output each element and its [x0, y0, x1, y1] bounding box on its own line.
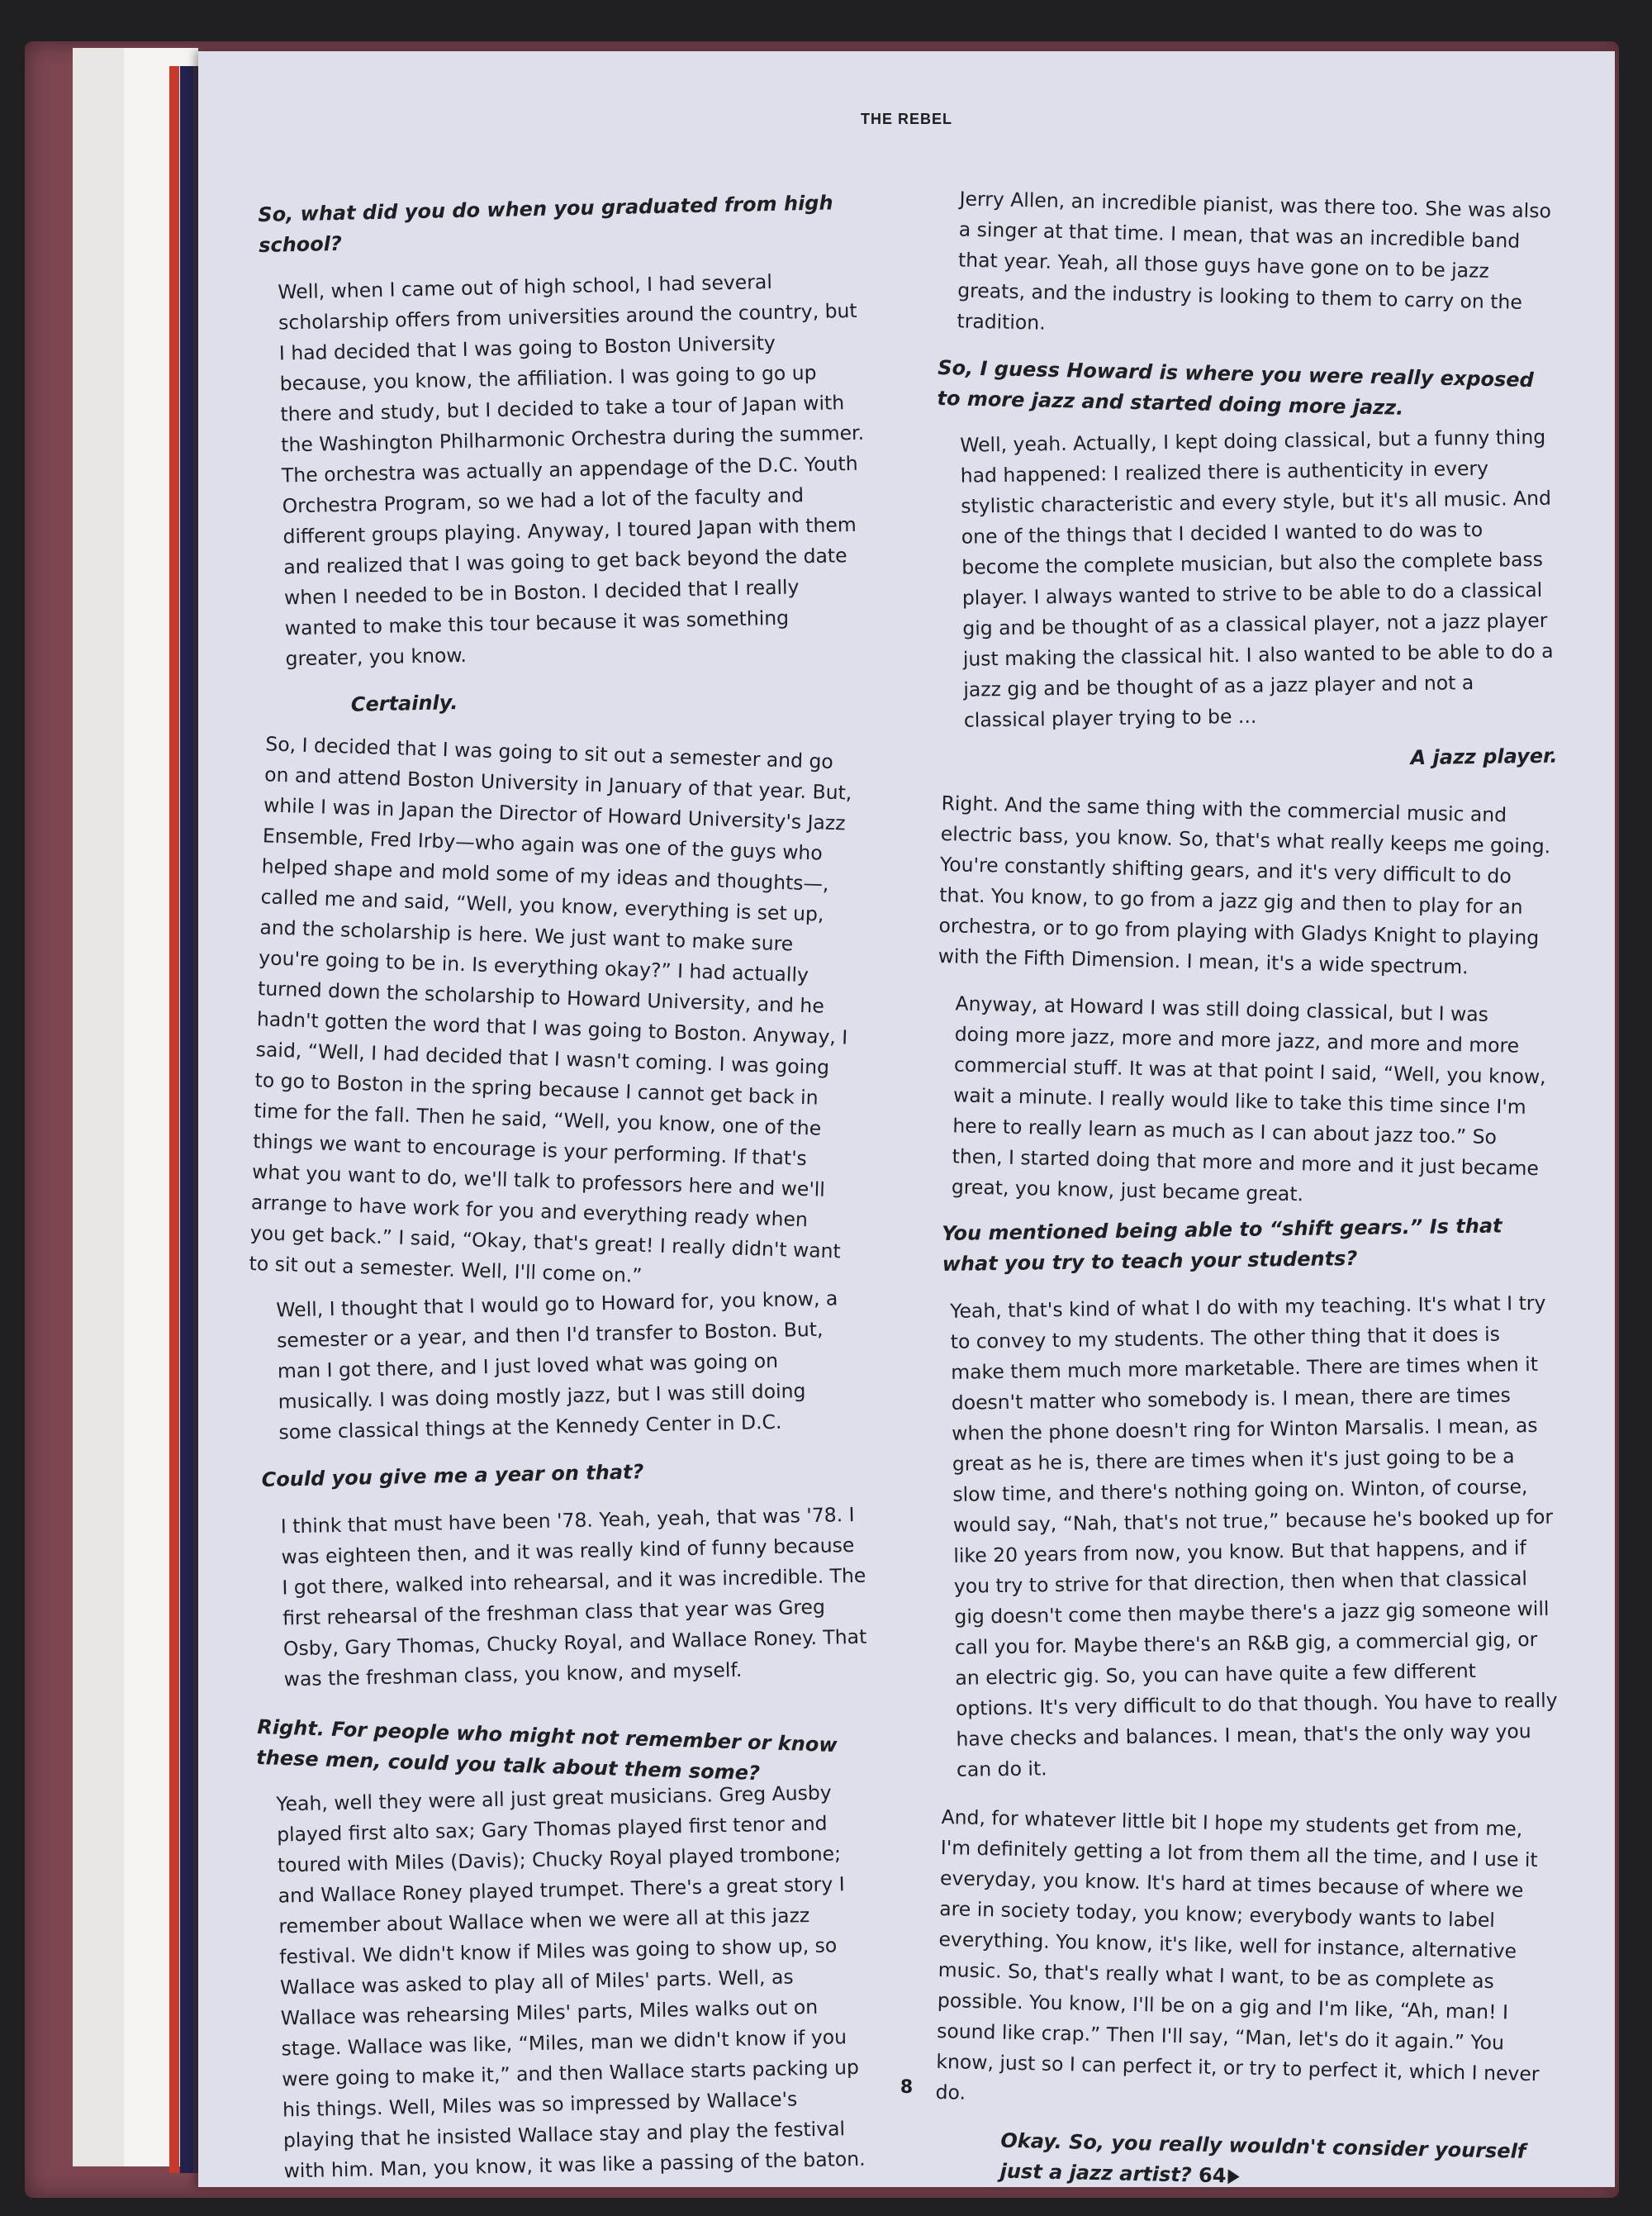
answer: And, for whatever little bit I hope my students get from me, I'm definitely getting a lot from them all the time, and I use it everyday, you know. It's hard at times because of where we are in society today, you know; everybody wants to label everything. You know, it's like, well for instance, alternative music. So, that's really what I want, to be as complete as possible. You know, I'll be on a gig and I'm like, “Ah, man! I sound like crap.” Then I'll say, “Man, let's do it again.” You know, just so I can perfect it, or try to perfect it, which I never do. — [935, 1805, 1540, 2104]
answer: Anyway, at Howard I was still doing classical, but I was doing more jazz, more and more jazz, and more and more commercial stuff. It was at that point I said, “Well, you know, wait a minute. I really would like to take this time since I'm here to really learn as much as I can about jazz too.” So then, I started doing that more and more and it just became great, you know, just became great. — [951, 991, 1546, 1206]
question: A jazz player. — [1410, 744, 1558, 770]
question: Right. For people who might not remember or know these men, could you talk about them some? — [255, 1714, 838, 1786]
answer: Well, yeah. Actually, I kept doing classical, but a funny thing had happened: I realized there is authenticity in every stylistic characteristic and every style, but it's all music. And one of the things that I decided I wanted to do was to become the complete musician, but also the complete bass player. I always wanted to strive to be able to do a classical gig and be thought of as a classical player, not a jazz player just making the classical hit. I also wanted to be able to do a jazz gig and be thought of as a jazz player and not a classical player trying to be ... — [960, 425, 1554, 732]
answer: Jerry Allen, an incredible pianist, was there too. She was also a singer at that time. I mean, that was an incredible band that year. Yeah, all those guys have gone on to be jazz greats, and the industry is looking to them to carry on the tradition. — [957, 187, 1552, 335]
answer: Yeah, well they were all just great musicians. Greg Ausby played first alto sax; Gary Thomas played first tenor and toured with Miles (Davis); Chucky Royal played trombone; and Wallace Roney played trumpet. There's a great story I remember about Wallace when we were all at this jazz festival. We didn't know if Miles was going to show up, so Wallace was asked to play all of Miles' parts. Well, as Wallace was rehearsing Miles' parts, Miles walks out on stage. Wallace was like, “Miles, man we didn't know if you were going to make it,” and then Wallace starts packing up his things. Well, Miles was so impressed by Wallace's playing that he insisted Wallace stay and play the festival with him. Man, you know, it was like a passing of the baton. — [276, 1781, 866, 2183]
left-column — [249, 191, 867, 2204]
question: So, I guess Howard is where you were really exposed to more jazz and started doing more jazz. — [937, 355, 1535, 420]
continued-page: 64 — [1198, 2163, 1227, 2188]
right-block-end — [933, 1802, 1553, 2198]
spine-stripe-navy — [180, 66, 193, 2173]
answer: Well, I thought that I would go to Howard for, you know, a semester or a year, and then I'd transfer to Boston. But, man I got there, and I just loved what was going on musically. I was doing mostly jazz, but I was still doing some classical things at the Kennedy Center in D.C. — [276, 1286, 838, 1444]
left-block-skewed — [240, 729, 861, 1298]
left-block-end — [258, 1777, 869, 2187]
question: Certainly. — [350, 691, 458, 716]
spine-stripe-red — [169, 66, 179, 2173]
answer: So, I decided that I was going to sit out a semester and go on and attend Boston University in January of that year. But, while I was in Japan the Director of Howard University's Jazz Ensemble, Fred Irby—who again was one of the guys who helped shape and mold some of my ideas and thoughts—, called me and said, “Well, you know, everything is set up, and the scholarship is here. We just want to make sure you're going to be in. Is everything okay?” I had actually turned down the scholarship to Howard University, and he hadn't gotten the word that I was going to Boston. Anyway, I said, “Well, I had decided that I wasn't coming. I was going to go to Boston in the spring because I cannot get back in time for the fall. Then he said, “Well, you know, one of the things we want to encourage is your performing. If that's what you want to do, we'll talk to professors here and we'll arrange to have work for you and everything ready when you get back.” I said, “Okay, that's great! I really didn't want to sit out a semester. Well, I'll come on.” — [249, 732, 852, 1287]
answer: Yeah, that's kind of what I do with my teaching. It's what I try to convey to my students. The other thing that it does is make them much more marketable. There are times when it doesn't matter who somebody is. I mean, there are times when the phone doesn't ring for Winton Marsalis. I mean, as great as he is, there are times when it's just going to be a slow time, and there's nothing going on. Winton, of course, would say, “Nah, that's not true,” because he's booked up for like 20 years from now, you know. But that happens, and if you try to strive for that direction, then when that classical gig doesn't come then maybe there's a jazz gig someone will call you for. Maybe there's an R&B gig, a commercial gig, or an electric gig. So, you can have quite a few different options. It's very difficult to do that though. You have to really have checks and balances. I mean, that's the only way you can do it. — [950, 1291, 1558, 1781]
left-block-middle — [258, 1283, 869, 1695]
question: Okay. So, you really wouldn't consider yourself just a jazz artist? — [999, 2128, 1526, 2187]
page-number: 8 — [900, 2077, 914, 2098]
left-block-top — [258, 188, 871, 722]
right-block-lower — [933, 788, 1553, 1215]
right-block-top — [937, 183, 1553, 426]
answer: I think that must have been '78. Yeah, yeah, that was '78. I was eighteen then, and it was really kind of funny because I got there, walked into rehearsal, and it was incredible. The first rehearsal of the freshman class that year was Greg Osby, Gary Thomas, Chucky Royal, and Wallace Roney. That was the freshman class, you know, and myself. — [280, 1502, 867, 1691]
answer: Right. And the same thing with the commercial music and electric bass, you know. So, that's what really keeps me going. You're constantly shifting gears, and it's very difficult to do that. You know, to go from a jazz gig and then to play for an orchestra, or to go from playing with Gladys Knight to playing with the Fifth Dimension. I mean, it's a wide spectrum. — [938, 791, 1551, 979]
question: So, what did you do when you graduated from high school? — [258, 191, 833, 257]
running-header: THE REBEL — [860, 111, 952, 127]
arrow-right-icon — [1227, 2169, 1239, 2184]
right-block-question — [942, 1210, 1554, 1280]
magazine-page — [198, 51, 1615, 2187]
right-block-answer — [942, 1288, 1559, 1786]
right-block-middle — [942, 422, 1558, 780]
answer: Well, when I came out of high school, I had several scholarship offers from universities around the country, but I had decided that I was going to Boston University because, you know, the affiliation. I was going to go up there and study, but I decided to take a tour of Japan with the Washington Philharmonic Orchestra during the summer. The orchestra was actually an appendage of the D.C. Youth Orchestra Program, so we had a lot of the faculty and different groups playing. Anyway, I toured Japan with them and realized that I was going to get back beyond the date when I needed to be in Boston. I decided that I really wanted to make this tour because it was something greater, you know. — [278, 269, 865, 671]
closing-question — [999, 2126, 1545, 2199]
question: You mentioned being able to “shift gears.” Is that what you try to teach your students? — [942, 1214, 1502, 1276]
question: Could you give me a year on that? — [261, 1460, 644, 1491]
right-column — [935, 183, 1558, 2188]
